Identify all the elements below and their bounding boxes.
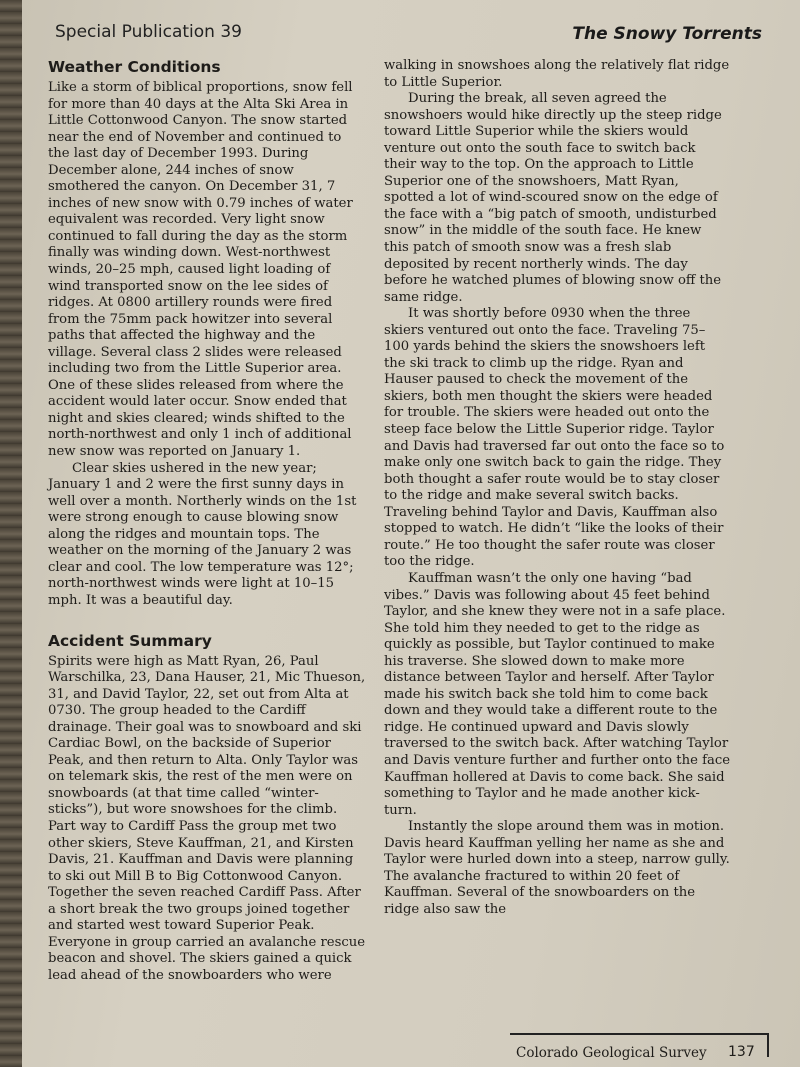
paragraph: Spirits were high as Matt Ryan, 26, Paul Warschilka, 23, Dana Hauser, 21, Mic Thueson, 31, and David Taylor, 22, set out from Alta at 0730. The group headed to the Cardiff drainage. Their goal was to snowboard and ski Cardiac Bowl, on the backside of Superior Peak, and then return to Alta. Only Taylor was on telemark skis, the rest of the men were on snowboards (at that time called “winter-sticks”), but wore snowshoes for the climb. Part way to Cardiff Pass the group met two other skiers, Steve Kauffman, 21, and Kirsten Davis, 21. Kauffman and Davis were planning to ski out Mill B to Big Cottonwood Canyon. Together the seven reached Cardiff Pass. After a short break the two groups joined together and started west toward Superior Peak. Everyone in group carried an avalanche rescue beacon and shovel. The skiers gained a quick lead ahead of the snowboarders who were	[48, 653, 366, 983]
page-number: 137	[728, 1044, 755, 1060]
paragraph: It was shortly before 0930 when the three skiers ventured out onto the face. Traveling 75–100 yards behind the skiers the snowshoers left the ski track to climb up the ridge. Ryan and Hauser paused to check the movement of the skiers, both men thought the skiers were headed for trouble. The skiers were headed out onto the steep face below the Little Superior ridge. Taylor and Davis had traversed far out onto the face so to make only one switch back to gain the ridge. They both thought a safer route would be to stay closer to the ridge and make several switch backs. Traveling behind Taylor and Davis, Kauffman also stopped to watch. He didn’t “like the looks of their route.” He too thought the safer route was closer too the ridge.	[384, 306, 725, 570]
footer-rule	[510, 1033, 768, 1035]
paragraph: During the break, all seven agreed the snowshoers would hike directly up the steep ridge toward Little Superior while the skiers would venture out onto the south face to switch back their way to the top. On the approach to Little Superior one of the snowshoers, Matt Ryan, spotted a lot of wind-scoured snow on the edge of the face with a “big patch of smooth, undisturbed snow” in the middle of the south face. He knew this patch of smooth snow was a fresh slab deposited by recent northerly winds. The day before he watched plumes of blowing snow off the same ridge.	[384, 91, 722, 305]
right-column	[384, 58, 730, 918]
left-column	[48, 58, 366, 984]
paragraph: Clear skies ushered in the new year; January 1 and 2 were the first sunny days in well over a month. Northerly winds on the 1st were strong enough to cause blowing snow along the ridges and mountain tops. The weather on the morning of the January 2 was clear and cool. The low temperature was 12°; north-northwest winds were light at 10–15 mph. It was a beautiful day.	[48, 460, 357, 608]
document-page	[22, 0, 800, 1067]
paragraph: Kauffman wasn’t the only one having “bad vibes.” Davis was following about 45 feet behind Taylor, and she knew they were not in a safe place. She told him they needed to get to the ridge as quickly as possible, but Taylor continued to make his traverse. She slowed down to make more distance between Taylor and herself. After Taylor made his switch back she told him to come back down and they would take a different route to the ridge. He continued upward and Davis slowly traversed to the switch back. After watching Taylor and Davis venture further and further onto the face Kauffman hollered at Davis to come back. She said something to Taylor and he made another kick-turn.	[384, 570, 731, 818]
paragraph: walking in snowshoes along the relatively flat ridge to Little Superior.	[384, 58, 730, 90]
footer-publisher: Colorado Geological Survey	[516, 1045, 707, 1061]
paragraph: Instantly the slope around them was in motion. Davis heard Kauffman yelling her name as she and Taylor were hurled down into a steep, narrow gully. The avalanche fractured to within 20 feet of Kauffman. Several of the snowboarders on the ridge also saw the	[384, 819, 730, 917]
running-header-right: The Snowy Torrents	[572, 24, 762, 44]
footer-rule-tick	[767, 1033, 769, 1057]
book-spine-edge	[0, 0, 22, 1067]
running-header-left: Special Publication 39	[55, 22, 242, 42]
paragraph: Like a storm of biblical proportions, snow fell for more than 40 days at the Alta Ski Area in Little Cottonwood Canyon. The snow started near the end of November and continued to the last day of December 1993. During December alone, 244 inches of snow smothered the canyon. On December 31, 7 inches of new snow with 0.79 inches of water equivalent was recorded. Very light snow continued to fall during the day as the storm finally was winding down. West-northwest winds, 20–25 mph, caused light loading of wind transported snow on the lee sides of ridges. At 0800 artillery rounds were fired from the 75mm pack howitzer into several paths that affected the highway and the village. Several class 2 slides were released including two from the Little Superior area. One of these slides released from where the accident would later occur. Snow ended that night and skies cleared; winds shifted to the north-northwest and only 1 inch of additional new snow was reported on January 1.	[48, 80, 353, 460]
section-heading-accident: Accident Summary	[48, 631, 212, 650]
section-heading-weather: Weather Conditions	[48, 58, 221, 76]
